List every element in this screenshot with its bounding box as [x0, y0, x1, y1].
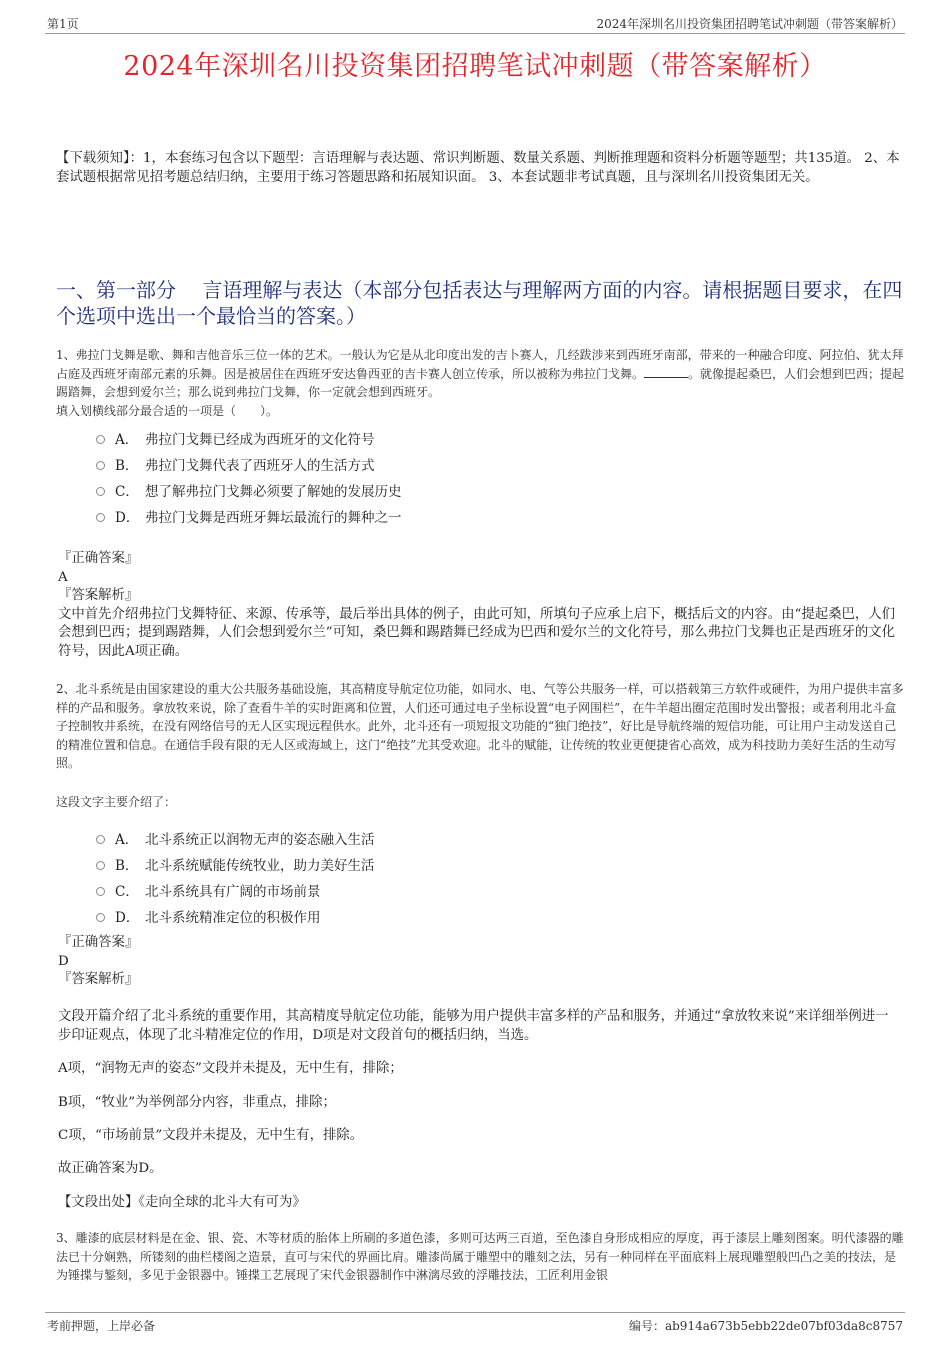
question-2-options	[96, 825, 876, 929]
q2-conclusion: 故正确答案为D。	[58, 1161, 163, 1176]
analysis-label: 『答案解析』	[58, 588, 139, 604]
question-3-stem: 3、雕漆的底层材料是在金、银、瓷、木等材质的胎体上所刷的多道色漆，多则可达两三百道，至色漆自身形成相应的厚度，再于漆层上雕刻图案。明代漆器的雕法已十分娴熟，所镂刻的曲栏楼阁之造景，直可与宋代的界画比肩。雕漆尚属于雕塑中的雕刻之法，另有一种同样在平面底料上展现雕塑般凹凸之美的技法，是为锤揲与錾刻，多见于金银器中。锤揲工艺展现了宋代金银器制作中淋漓尽致的浮雕技法，工匠利用金银	[56, 1231, 904, 1283]
q2-prompt: 这段文字主要介绍了：	[56, 795, 177, 809]
page-number: 第1页	[47, 17, 79, 31]
q2-option-a[interactable]: A． 北斗系统正以润物无声的姿态融入生活	[96, 825, 876, 851]
q2-option-note-b: B项，“牧业”为举例部分内容，非重点，排除；	[58, 1095, 336, 1110]
radio-icon[interactable]	[96, 887, 105, 896]
document-title: 2024年深圳名川投资集团招聘笔试冲刺题（带答案解析）	[123, 51, 827, 82]
radio-icon[interactable]	[96, 835, 105, 844]
analysis-label: 『答案解析』	[58, 972, 139, 988]
q1-option-d[interactable]: D． 弗拉门戈舞是西班牙舞坛最流行的舞种之一	[96, 503, 876, 529]
q1-option-c[interactable]: C． 想了解弗拉门戈舞必须要了解她的发展历史	[96, 477, 876, 503]
q1-prompt: 填入划横线部分最合适的一项是（ ）。	[56, 403, 279, 418]
answer-label: 『正确答案』	[58, 551, 139, 566]
question-1-answer	[58, 550, 898, 662]
question-1-options	[96, 425, 876, 529]
q1-stem-part1: 1、弗拉门戈舞是歌、舞和吉他音乐三位一体的艺术。一般认为它是从北印度出发的吉卜赛人，几经跋涉来到西班牙南部，带来的一种融合印度、阿拉伯、犹太拜占庭及西班牙南部元素的乐舞。因是被居住在西班牙安达鲁西亚的吉卡赛人创立传承，所以被称为弗拉门戈舞。	[56, 348, 904, 381]
q2-option-d[interactable]: D． 北斗系统精准定位的积极作用	[96, 903, 876, 929]
q2-option-c[interactable]: C． 北斗系统具有广阔的市场前景	[96, 877, 876, 903]
analysis-text: 文中首先介绍弗拉门戈舞特征、来源、传承等，最后举出具体的例子，由此可知，所填句子应承上启下，概括后文的内容。由“提起桑巴，人们会想到巴西；提到踢踏舞，人们会想到爱尔兰”可知，桑巴舞和踢踏舞已经成为巴西和爱尔兰的文化符号，那么弗拉门戈舞也正是西班牙的文化符号，因此A项正确。	[58, 606, 896, 659]
radio-icon[interactable]	[96, 861, 105, 870]
radio-icon[interactable]	[96, 913, 105, 922]
document-code: 编号：ab914a673b5ebb22de07bf03da8c8757	[628, 1319, 903, 1333]
download-notice: 【下载须知】：1，本套练习包含以下题型：言语理解与表达题、常识判断题、数量关系题、判断推理题和资料分析题等题型；共135道。 2、本套试题根据常见招考题总结归纳，主要用于练习答题思路和拓展知识面。 3、本套试题非考试真题，且与深圳名川投资集团无关。	[56, 151, 900, 185]
radio-icon[interactable]	[96, 461, 105, 470]
page-footer	[45, 1312, 905, 1334]
question-2-stem: 2、北斗系统是由国家建设的重大公共服务基础设施，其高精度导航定位功能，如同水、电、气等公共服务一样，可以搭载第三方软件或硬件，为用户提供丰富多样的产品和服务。拿放牧来说，除了查看牛羊的实时距离和位置，人们还可通过电子坐标设置“电子网围栏”，在牛羊超出圈定范围时发出警报；或者利用北斗盒子控制牧井系统，在没有网络信号的无人区实现远程供水。此外，北斗还有一项短报文功能的“独门绝技”，好比是导航终端的短信功能，可让用户主动发送自己的精准位置和信息。在通信手段有限的无人区或海域上，这门“绝技”尤其受欢迎。北斗的赋能，让传统的牧业更便捷省心高效，成为科技助力美好生活的生动写照。	[56, 682, 904, 771]
radio-icon[interactable]	[96, 513, 105, 522]
fill-blank	[644, 366, 688, 378]
page-header	[45, 12, 905, 34]
q1-stem-part2: 。就像提起桑巴，人们会想到巴西；提起踢踏舞，会想到爱尔兰；那么说到弗拉门戈舞，你一定就会想到西班牙。	[56, 366, 905, 400]
section-heading: 一、第一部分 言语理解与表达（本部分包括表达与理解两方面的内容。请根据题目要求，在四个选项中选出一个最恰当的答案。）	[56, 278, 903, 328]
answer-label: 『正确答案』	[58, 935, 139, 950]
question-1-stem	[56, 346, 906, 420]
header-doc-title: 2024年深圳名川投资集团招聘笔试冲刺题（带答案解析）	[596, 17, 903, 31]
radio-icon[interactable]	[96, 487, 105, 496]
answer-value: A	[58, 569, 68, 585]
question-2-answer	[58, 934, 898, 990]
q2-option-note-c: C项，“市场前景”文段并未提及，无中生有，排除。	[58, 1128, 364, 1143]
q2-analysis-text: 文段开篇介绍了北斗系统的重要作用，其高精度导航定位功能，能够为用户提供丰富多样的产品和服务，并通过“拿放牧来说”来详细举例进一步印证观点，体现了北斗精准定位的作用，D项是对文段首句的概括归纳，当选。	[58, 1009, 889, 1043]
radio-icon[interactable]	[96, 435, 105, 444]
q2-option-b[interactable]: B． 北斗系统赋能传统牧业，助力美好生活	[96, 851, 876, 877]
answer-value: D	[58, 953, 69, 969]
q2-source: 【文段出处】《走向全球的北斗大有可为》	[58, 1195, 306, 1210]
q2-option-note-a: A项，“润物无声的姿态”文段并未提及，无中生有，排除；	[58, 1061, 403, 1076]
footer-slogan: 考前押题，上岸必备	[47, 1319, 156, 1333]
q1-option-b[interactable]: B． 弗拉门戈舞代表了西班牙人的生活方式	[96, 451, 876, 477]
q1-option-a[interactable]: A． 弗拉门戈舞已经成为西班牙的文化符号	[96, 425, 876, 451]
